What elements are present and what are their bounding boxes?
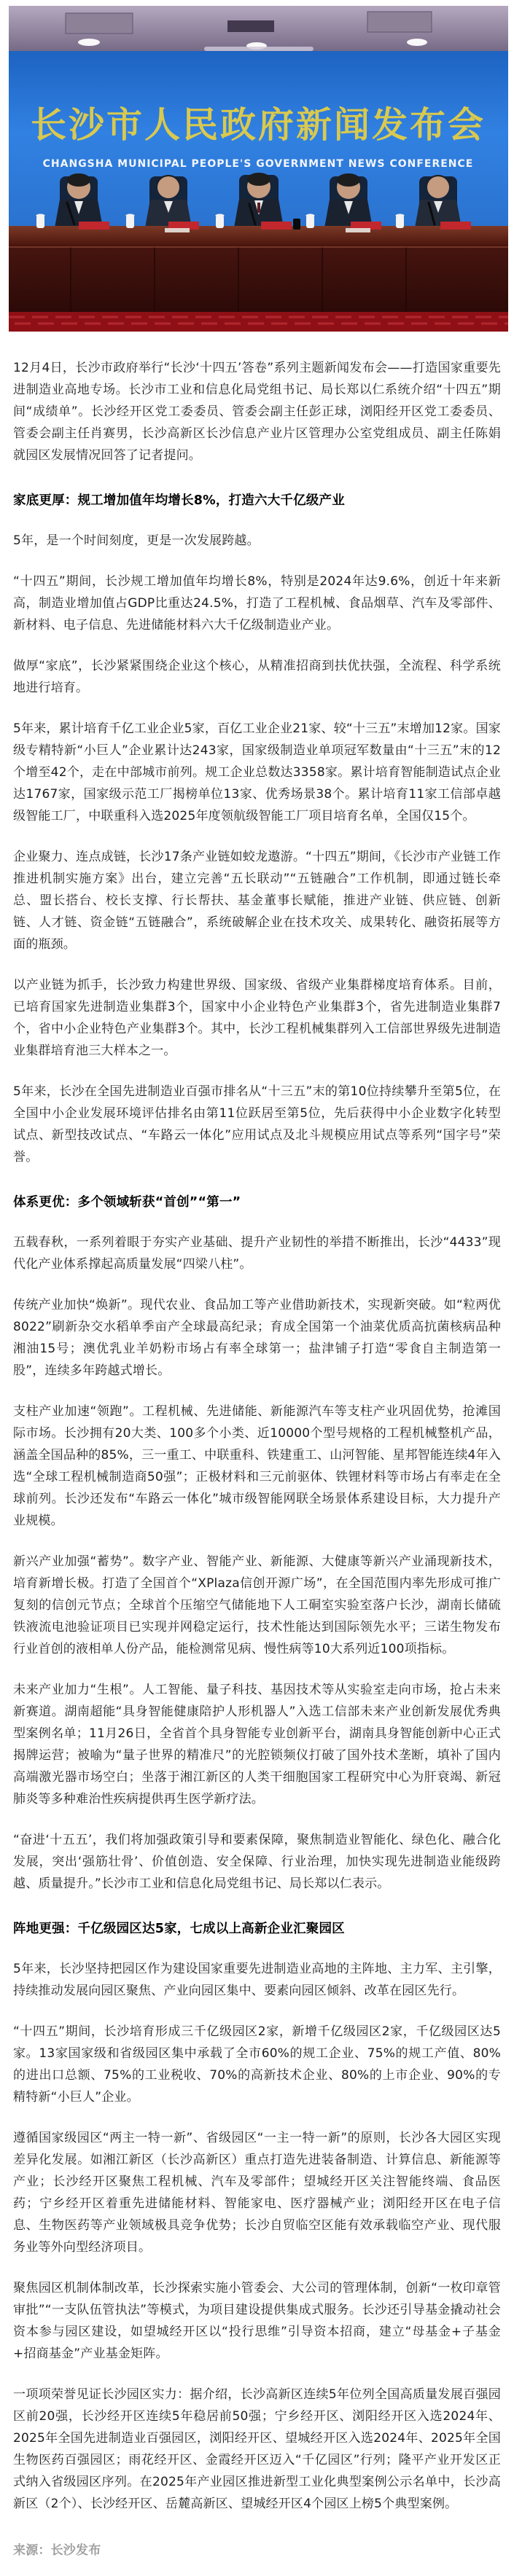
- article-paragraph: 做厚“家底”，长沙紧紧围绕企业这个核心，从精准招商到扶优扶强，全流程、科学系统地进行培育。: [13, 659, 501, 695]
- ceiling-light: [78, 39, 100, 46]
- article-paragraph: 一项项荣誉见证长沙园区实力：据介绍，长沙高新区连续5年位列全国高质量发展百强园区前20强，长沙经开区连续5年稳居前50强；宁乡经开区、浏阳经开区入选2024年、2025年全国先进制造业百强园区，浏阳经开区、望城经开区入选2024年、2025年全国生物医药百强园区；雨花经开区、金霞经开区迈入“千亿园区”行列；隆平产业开发区正式纳入省级园区序列。在2025年产业园区推进新型工业化典型案例公示名单中，长沙高新区（2个）、长沙经开区、岳麓高新区、望城经开区4个园区上榜5个典型案例。: [13, 2387, 501, 2511]
- ceiling-vent: [227, 20, 274, 32]
- article-paragraph: 未来产业加力“生根”。人工智能、量子科技、基因技术等从实验室走向市场，抢占未来新赛道。湖南超能“具身智能健康陪护人形机器人”入选工信部未来产业创新发展优秀典型案例名单；11月26日，全省首个具身智能专业创新平台，湖南具身智能创新中心正式揭牌运营；被喻为“量子世界的精准尺”的光腔锁频仪打破了国外技术垄断，填补了国内高端激光器市场空白；坐落于湘江新区的人类干细胞国家工程研究中心为肝衰竭、新冠肺炎等多种难治性疾病提供再生医学新疗法。: [13, 1683, 501, 1806]
- article-paragraph: 5年来，长沙坚持把园区作为建设国家重要先进制造业高地的主阵地、主力军、主引擎，持续推动发展向园区聚焦、产业向园区集中、要素向园区倾斜、改革在园区先行。: [13, 1962, 501, 1998]
- article-source: 来源：长沙发布: [13, 2543, 101, 2558]
- ceiling-vent: [66, 13, 133, 34]
- article-paragraph: 新兴产业加强“蓄势”。数字产业、智能产业、新能源、大健康等新兴产业涌现新技术，培育新增长极。打造了全国首个“XPlaza信创开源广场”，在全国范围内率先形成可推广复刻的信创元节点；全球首个压缩空气储能地下人工硐室实验室落户长沙，湖南长储硫铁液流电池验证项目已实现并网稳定运行，技术性能达到国际领先水平；三诺生物发布行业首创的液相单人份产品，能检测常见病、慢性病等10大系列近100项指标。: [13, 1554, 501, 1656]
- article-paragraph: 五载春秋，一系列着眼于夯实产业基础、提升产业韧性的举措不断推出，长沙“4433”现代化产业体系撑起高质量发展“四梁八柱”。: [13, 1235, 501, 1272]
- ceiling-light: [407, 39, 427, 46]
- section-heading: 家底更厚：规工增加值年均增长8%，打造六大千亿级产业: [13, 493, 345, 508]
- article-paragraph: 5年，是一个时间刻度，更是一次发展跨越。: [13, 533, 260, 548]
- article-paragraph: 遵循国家级园区“两主一特一新”、省级园区“一主一特一新”的原则，长沙各大园区实现差异化发展。如湘江新区（长沙高新区）重点打造先进装备制造、计算信息、新能源等产业；长沙经开区聚焦工程机械、汽车及零部件；望城经开区关注智能终端、食品医药；宁乡经开区着重先进储能材料、智能家电、医疗器械产业；浏阳经开区在电子信息、生物医药等产业领域极具竞争优势；长沙自贸临空区能有效承载临空产业、现代服务业等外向型经济项目。: [13, 2131, 501, 2255]
- ceiling-strip-light: [204, 47, 314, 51]
- press-conference-photo: [9, 6, 508, 332]
- article-paragraph: “奋进‘十五五’，我们将加强政策引导和要素保障，聚焦制造业智能化、绿色化、融合化发展，突出‘强筋壮骨’、价值创造、安全保障、行业治理，加快实现先进制造业能级跨越、质量提升。”长沙市工业和信息化局党组书记、局长郑以仁表示。: [13, 1833, 501, 1891]
- article-paragraph: 支柱产业加速“领跑”。工程机械、先进储能、新能源汽车等支柱产业巩固优势，抢滩国际市场。长沙拥有20大类、100多个小类、近10000个型号规格的工程机械整机产品，涵盖全国品种的85%，三一重工、中联重科、铁建重工、山河智能、星邦智能连续4年入选“全球工程机械制造商50强”；正极材料和三元前驱体、铁锂材料等市场占有率走在全球前列。长沙还发布“车路云一体化”城市级智能网联全场景体系建设目标，大力提升产业规模。: [13, 1404, 501, 1528]
- table-front: [9, 245, 508, 312]
- section-heading: 阵地更强：千亿级园区达5家，七成以上高新企业汇聚园区: [13, 1922, 345, 1936]
- article-paragraph: 5年来，累计培育千亿工业企业5家，百亿工业企业21家、较“十三五”末增加12家。国家级专精特新“小巨人”企业累计达243家，国家级制造业单项冠军数量由“十三五”末的12个增至42个，走在中部城市前列。规工企业总数达3358家。累计培育智能制造试点企业达1767家，国家级示范工厂揭榜单位13家、优秀场景38个。累计培育11家工信部卓越级智能工厂，中联重科入选2025年度领航级智能工厂项目培育名单，全国仅15个。: [13, 721, 501, 823]
- article-paragraph: 以产业链为抓手，长沙致力构建世界级、国家级、省级产业集群梯度培育体系。目前，已培育国家先进制造业集群3个，国家中小企业特色产业集群3个，省先进制造业集群7个，省中小企业特色产业集群3个。其中，长沙工程机械集群列入工信部世界级先进制造业集群培育池三大样本之一。: [13, 978, 501, 1058]
- article-paragraph: “十四五”期间，长沙规工增加值年均增长8%，特别是2024年达9.6%，创近十年来新高，制造业增加值占GDP比重达24.5%，打造了工程机械、食品烟草、汽车及零部件、新材料、电子信息、先进储能材料六大千亿级制造业产业。: [13, 574, 501, 633]
- article-paragraph: 12月4日，长沙市政府举行“长沙‘十四五’答卷”系列主题新闻发布会——打造国家重要先进制造业高地专场。长沙市工业和信息化局党组书记、局长郑以仁系统介绍“十四五”期间“成绩单”。长沙经开区党工委委员、管委会副主任彭正球，浏阳经开区党工委委员、管委会副主任肖赛男，长沙高新区长沙信息产业片区管理办公室党组成员、副主任陈娟就园区发展情况回答了记者提问。: [13, 361, 501, 463]
- banner-subtitle: CHANGSHA MUNICIPAL PEOPLE'S GOVERNMENT NEWS CONFERENCE: [42, 158, 474, 170]
- article-paragraph: “十四五”期间，长沙培育形成三千亿级园区2家，新增千亿级园区2家，千亿级园区达5家。13家国家级和省级园区集中承载了全市60%的规工企业、75%的规工产值、80%的进出口总额、75%的工业税收、70%的高新技术企业、80%的上市企业、90%的专精特新“小巨人”企业。: [13, 2024, 501, 2105]
- carpet: [9, 312, 508, 332]
- banner-title: 长沙市人民政府新闻发布会: [30, 104, 486, 146]
- article-body: [0, 332, 514, 2576]
- article-paragraph: 5年来，长沙在全国先进制造业百强市排名从“十三五”末的第10位持续攀升至第5位，在全国中小企业发展环境评估排名由第11位跃居至第5位，先后获得中小企业数字化转型试点、新型技改试点、“车路云一体化”应用试点及北斗规模应用试点等系列“国字号”荣誉。: [13, 1084, 501, 1164]
- article-paragraph: 企业聚力、连点成链，长沙17条产业链如蛟龙遨游。“十四五”期间，《长沙市产业链工作推进机制实施方案》出台，建立完善“五长联动”“五链融合”工作机制，即通过链长牵总、盟长搭台、校长支撑、行长帮扶、基金董事长赋能，推进产业链、供应链、创新链、人才链、资金链“五链融合”，系统破解企业在技术攻关、成果转化、融资拓展等方面的瓶颈。: [13, 850, 501, 952]
- ceiling-vent: [367, 12, 432, 32]
- section-heading: 体系更优：多个领域斩获“首创”“第一”: [13, 1195, 241, 1210]
- press-conference-photo-graphic: [9, 6, 508, 332]
- article-paragraph: 聚焦园区机制体制改革，长沙探索实施小管委会、大公司的管理体制，创新“一枚印章管审批”“一支队伍管执法”等模式，为项目建设提供集成式服务。长沙还引导基金撬动社会资本参与园区建设，如望城经开区以“投行思维”引导资本招商，建立“母基金+子基金+招商基金”产业基金矩阵。: [13, 2281, 501, 2361]
- article-paragraph: 传统产业加快“焕新”。现代农业、食品加工等产业借助新技术，实现新突破。如“粒两优8022”刷新杂交水稻单季亩产全球最高纪录；育成全国第一个油菜优质高抗菌核病品种湘油15号；澳优乳业羊奶粉市场占有率全球第一；盐津铺子打造“零食自主制造第一股”，连续多年跨越式增长。: [13, 1298, 501, 1378]
